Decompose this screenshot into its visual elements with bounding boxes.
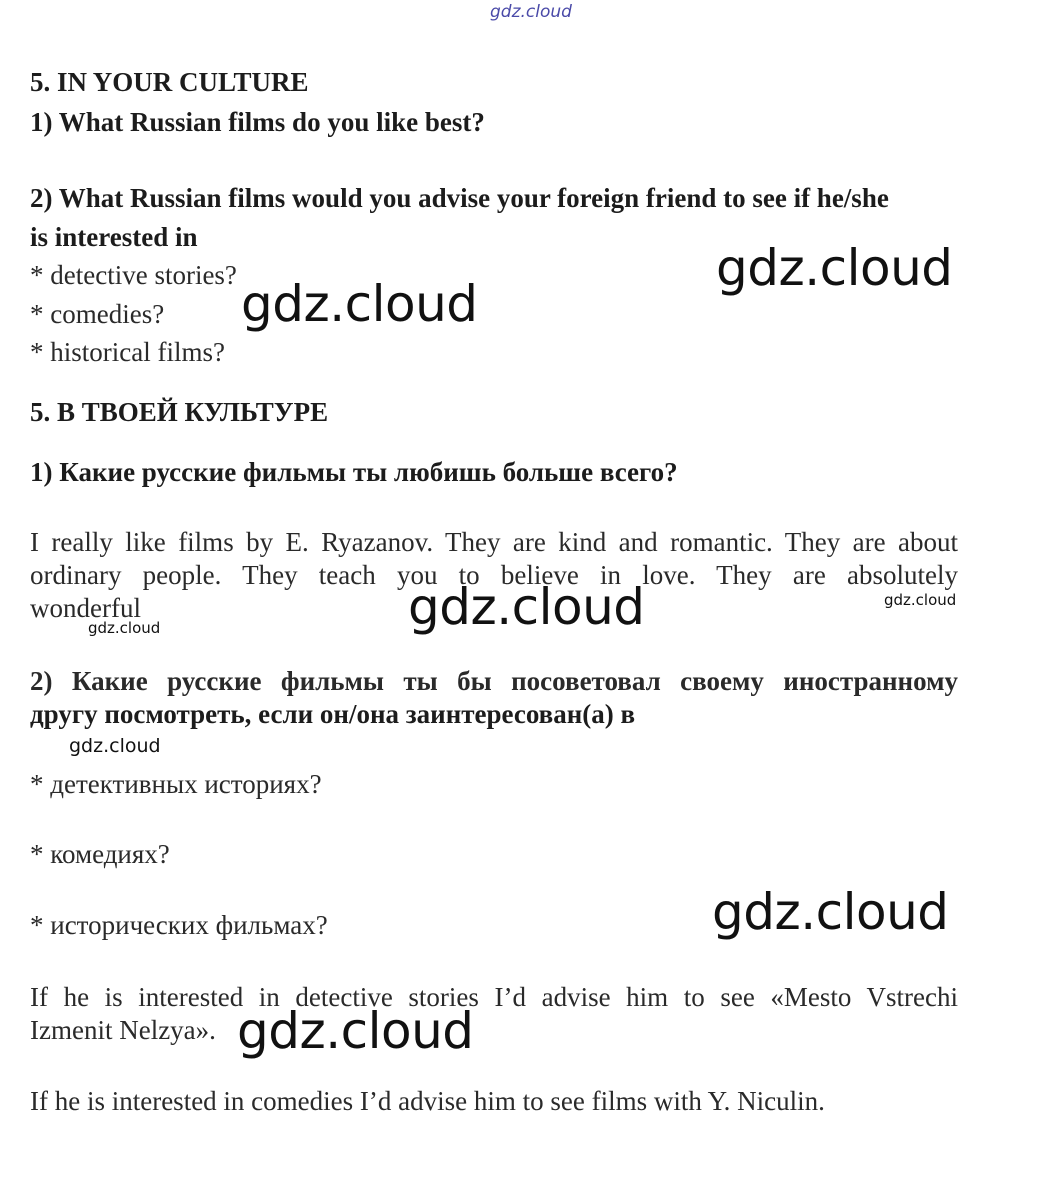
english-question-2-line-2: is interested in [30,222,198,252]
russian-item-comedies: * комедиях? [30,839,170,869]
watermark-8: gdz.cloud [237,1002,474,1060]
russian-heading: 5. В ТВОЕЙ КУЛЬТУРЕ [30,397,329,427]
english-heading: 5. IN YOUR CULTURE [30,67,309,97]
watermark-7: gdz.cloud [712,883,949,941]
answer-2-line-1: If he is interested in detective stories I’d advise him to see «Mesto Vstrechi [30,982,958,1012]
russian-item-detective: * детективных историях? [30,769,322,799]
russian-item-historical: * исторических фильмах? [30,910,328,940]
english-question-2-line-1: 2) What Russian films would you advise your foreign friend to see if he/she [30,183,889,213]
watermark-top: gdz.cloud [490,2,572,22]
english-item-comedies: * comedies? [30,299,165,329]
english-item-historical: * historical films? [30,337,225,367]
answer-3: If he is interested in comedies I’d advise him to see films with Y. Niculin. [30,1086,825,1116]
watermark-6: gdz.cloud [69,735,161,757]
answer-1-line-3: wonderful [30,593,141,623]
watermark-2: gdz.cloud [241,275,478,333]
watermark-4: gdz.cloud [884,591,957,609]
answer-1-line-1: I really like films by E. Ryazanov. They are kind and romantic. They are about [30,527,958,557]
answer-1-line-2: ordinary people. They teach you to believe in love. They are absolutely [30,560,958,590]
watermark-5: gdz.cloud [88,619,161,637]
english-item-detective: * detective stories? [30,260,237,290]
answer-2-line-2: Izmenit Nelzya». [30,1015,216,1045]
watermark-1: gdz.cloud [716,239,953,297]
english-question-1: 1) What Russian films do you like best? [30,107,485,137]
russian-question-2-line-2: другу посмотреть, если он/она заинтересован(а) в [30,699,636,729]
watermark-3: gdz.cloud [408,578,645,636]
russian-question-1: 1) Какие русские фильмы ты любишь больше всего? [30,457,678,487]
russian-question-2-line-1: 2) Какие русские фильмы ты бы посоветовал своему иностранному [30,666,958,696]
